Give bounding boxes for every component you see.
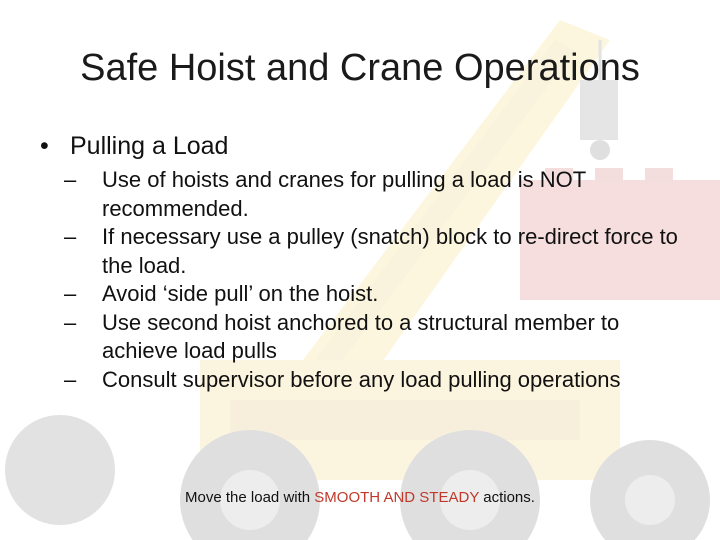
sub-bullet-list [64,166,694,394]
dash-icon: – [64,309,77,335]
footer-highlight: SMOOTH AND STEADY [314,489,480,506]
bullet-item [40,128,700,164]
sub-bullet-item [64,166,694,223]
sub-bullet-text: Avoid ‘side pull’ on the hoist. [102,281,379,306]
sub-bullet-text: Use of hoists and cranes for pulling a load is NOT recommended. [102,167,586,221]
sub-bullet-item [64,223,694,280]
sub-bullet-item [64,309,694,366]
dash-icon: – [64,281,77,306]
footer-text-after: actions. [479,489,535,506]
bullet-label: Pulling a Load [70,132,229,160]
footer-note [0,488,720,508]
footer-text-before: Move the load with [185,489,315,506]
slide-title: Safe Hoist and Crane Operations [80,47,640,89]
sub-bullet-text: Consult supervisor before any load pulling operations [102,366,621,392]
dash-icon: – [64,224,77,249]
sub-bullet-item [64,280,694,309]
bullet-dot-icon: • [40,132,49,160]
dash-icon: – [64,167,77,192]
sub-bullet-text: If necessary use a pulley (snatch) block to re-direct force to the load. [102,224,678,278]
sub-bullet-item [64,366,694,395]
dash-icon: – [64,366,77,392]
sub-bullet-text: Use second hoist anchored to a structural member to achieve load pulls [102,309,620,363]
